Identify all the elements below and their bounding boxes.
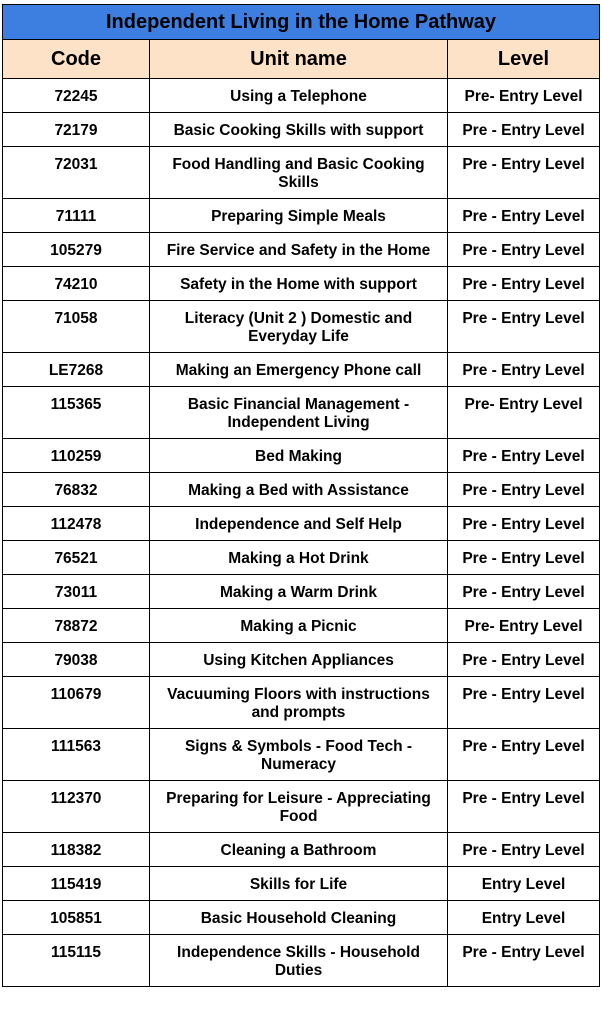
unit-name-cell: Basic Cooking Skills with support bbox=[150, 113, 448, 147]
code-cell: 79038 bbox=[3, 643, 150, 677]
table-row bbox=[3, 387, 600, 439]
code-cell: 110259 bbox=[3, 439, 150, 473]
level-cell: Pre - Entry Level bbox=[448, 541, 600, 575]
level-cell: Entry Level bbox=[448, 867, 600, 901]
title-row bbox=[3, 5, 600, 40]
code-cell: 118382 bbox=[3, 833, 150, 867]
pathway-table bbox=[2, 4, 600, 987]
table-body bbox=[3, 79, 600, 987]
table-title: Independent Living in the Home Pathway bbox=[3, 5, 600, 40]
unit-name-cell: Preparing for Leisure - Appreciating Food bbox=[150, 781, 448, 833]
table-row bbox=[3, 541, 600, 575]
unit-name-cell: Bed Making bbox=[150, 439, 448, 473]
level-cell: Pre - Entry Level bbox=[448, 267, 600, 301]
level-cell: Pre - Entry Level bbox=[448, 575, 600, 609]
code-cell: 76521 bbox=[3, 541, 150, 575]
code-cell: 111563 bbox=[3, 729, 150, 781]
level-cell: Pre - Entry Level bbox=[448, 643, 600, 677]
code-cell: 110679 bbox=[3, 677, 150, 729]
unit-name-cell: Safety in the Home with support bbox=[150, 267, 448, 301]
level-cell: Pre- Entry Level bbox=[448, 79, 600, 113]
code-cell: 76832 bbox=[3, 473, 150, 507]
table-row bbox=[3, 439, 600, 473]
table-row bbox=[3, 113, 600, 147]
code-cell: 115365 bbox=[3, 387, 150, 439]
code-cell: 78872 bbox=[3, 609, 150, 643]
unit-name-cell: Making a Picnic bbox=[150, 609, 448, 643]
code-cell: 105279 bbox=[3, 233, 150, 267]
level-cell: Pre - Entry Level bbox=[448, 147, 600, 199]
level-cell: Pre - Entry Level bbox=[448, 935, 600, 987]
level-cell: Pre - Entry Level bbox=[448, 233, 600, 267]
table-row bbox=[3, 199, 600, 233]
level-cell: Pre - Entry Level bbox=[448, 781, 600, 833]
table-row bbox=[3, 781, 600, 833]
code-cell: 115115 bbox=[3, 935, 150, 987]
unit-name-cell: Independence Skills - Household Duties bbox=[150, 935, 448, 987]
table-row bbox=[3, 609, 600, 643]
code-cell: 115419 bbox=[3, 867, 150, 901]
table-row bbox=[3, 233, 600, 267]
unit-name-cell: Skills for Life bbox=[150, 867, 448, 901]
table-row bbox=[3, 353, 600, 387]
table-row bbox=[3, 935, 600, 987]
table-row bbox=[3, 867, 600, 901]
unit-name-cell: Independence and Self Help bbox=[150, 507, 448, 541]
code-cell: 112370 bbox=[3, 781, 150, 833]
unit-name-cell: Using Kitchen Appliances bbox=[150, 643, 448, 677]
level-cell: Pre - Entry Level bbox=[448, 199, 600, 233]
table-row bbox=[3, 301, 600, 353]
level-cell: Pre - Entry Level bbox=[448, 113, 600, 147]
code-cell: 112478 bbox=[3, 507, 150, 541]
table-row bbox=[3, 507, 600, 541]
table-row bbox=[3, 79, 600, 113]
code-cell: 105851 bbox=[3, 901, 150, 935]
unit-name-cell: Preparing Simple Meals bbox=[150, 199, 448, 233]
header-unit-name: Unit name bbox=[150, 40, 448, 79]
unit-name-cell: Making an Emergency Phone call bbox=[150, 353, 448, 387]
level-cell: Pre - Entry Level bbox=[448, 833, 600, 867]
unit-name-cell: Vacuuming Floors with instructions and prompts bbox=[150, 677, 448, 729]
table-row bbox=[3, 729, 600, 781]
code-cell: 72031 bbox=[3, 147, 150, 199]
table-row bbox=[3, 643, 600, 677]
unit-name-cell: Fire Service and Safety in the Home bbox=[150, 233, 448, 267]
code-cell: 72179 bbox=[3, 113, 150, 147]
table-row bbox=[3, 147, 600, 199]
level-cell: Entry Level bbox=[448, 901, 600, 935]
unit-name-cell: Cleaning a Bathroom bbox=[150, 833, 448, 867]
unit-name-cell: Basic Financial Management - Independent Living bbox=[150, 387, 448, 439]
unit-name-cell: Food Handling and Basic Cooking Skills bbox=[150, 147, 448, 199]
level-cell: Pre- Entry Level bbox=[448, 387, 600, 439]
unit-name-cell: Literacy (Unit 2 ) Domestic and Everyday Life bbox=[150, 301, 448, 353]
unit-name-cell: Making a Hot Drink bbox=[150, 541, 448, 575]
table-row bbox=[3, 575, 600, 609]
header-level: Level bbox=[448, 40, 600, 79]
level-cell: Pre - Entry Level bbox=[448, 473, 600, 507]
unit-name-cell: Basic Household Cleaning bbox=[150, 901, 448, 935]
code-cell: 73011 bbox=[3, 575, 150, 609]
code-cell: 72245 bbox=[3, 79, 150, 113]
unit-name-cell: Using a Telephone bbox=[150, 79, 448, 113]
level-cell: Pre - Entry Level bbox=[448, 729, 600, 781]
header-code: Code bbox=[3, 40, 150, 79]
code-cell: 74210 bbox=[3, 267, 150, 301]
level-cell: Pre - Entry Level bbox=[448, 507, 600, 541]
table-row bbox=[3, 473, 600, 507]
code-cell: 71111 bbox=[3, 199, 150, 233]
table-row bbox=[3, 833, 600, 867]
level-cell: Pre - Entry Level bbox=[448, 353, 600, 387]
level-cell: Pre- Entry Level bbox=[448, 609, 600, 643]
level-cell: Pre - Entry Level bbox=[448, 301, 600, 353]
unit-name-cell: Making a Bed with Assistance bbox=[150, 473, 448, 507]
unit-name-cell: Making a Warm Drink bbox=[150, 575, 448, 609]
table-row bbox=[3, 901, 600, 935]
level-cell: Pre - Entry Level bbox=[448, 439, 600, 473]
level-cell: Pre - Entry Level bbox=[448, 677, 600, 729]
table-row bbox=[3, 267, 600, 301]
code-cell: 71058 bbox=[3, 301, 150, 353]
unit-name-cell: Signs & Symbols - Food Tech - Numeracy bbox=[150, 729, 448, 781]
header-row bbox=[3, 40, 600, 79]
table-row bbox=[3, 677, 600, 729]
code-cell: LE7268 bbox=[3, 353, 150, 387]
